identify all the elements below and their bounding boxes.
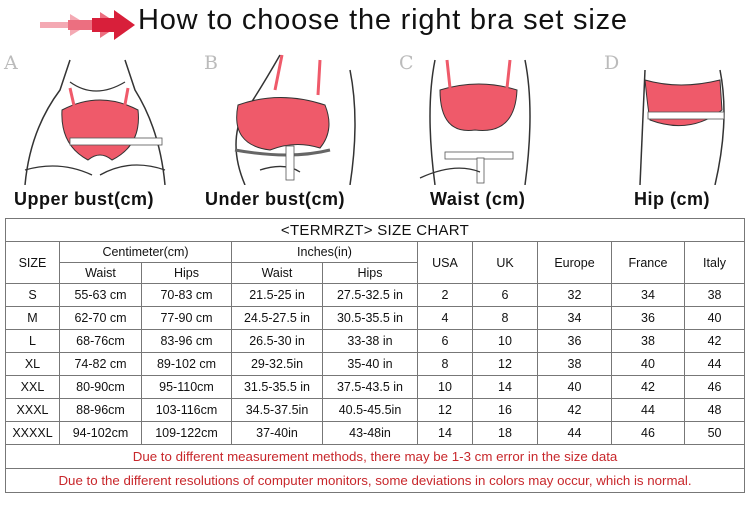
cell-waist-cm: 80-90cm [60, 376, 142, 399]
cell-usa: 4 [418, 307, 473, 330]
cell-italy: 42 [685, 330, 745, 353]
table-row [6, 422, 745, 445]
note-colors: Due to the different resolutions of computer monitors, some deviations in colors may occur, which is normal. [6, 469, 745, 493]
cell-france: 44 [612, 399, 685, 422]
cell-uk: 6 [473, 284, 538, 307]
cell-france: 34 [612, 284, 685, 307]
size-header: SIZE [6, 242, 60, 284]
cell-france: 40 [612, 353, 685, 376]
france-header: France [612, 242, 685, 284]
cell-hips-cm: 95-110cm [142, 376, 232, 399]
cell-hips-cm: 109-122cm [142, 422, 232, 445]
cell-france: 38 [612, 330, 685, 353]
cell-europe: 36 [538, 330, 612, 353]
cell-size: XXL [6, 376, 60, 399]
panel-letter-d: D [604, 52, 620, 74]
cell-uk: 16 [473, 399, 538, 422]
cell-waist-in: 29-32.5in [232, 353, 323, 376]
waist-illustration [395, 50, 560, 185]
cell-uk: 10 [473, 330, 538, 353]
cell-size: XL [6, 353, 60, 376]
italy-header: Italy [685, 242, 745, 284]
cell-hips-in: 35-40 in [323, 353, 418, 376]
cell-waist-in: 31.5-35.5 in [232, 376, 323, 399]
cell-hips-cm: 89-102 cm [142, 353, 232, 376]
cell-europe: 38 [538, 353, 612, 376]
cell-uk: 8 [473, 307, 538, 330]
cell-france: 42 [612, 376, 685, 399]
cell-waist-cm: 94-102cm [60, 422, 142, 445]
cell-hips-in: 27.5-32.5 in [323, 284, 418, 307]
table-row [6, 399, 745, 422]
cell-uk: 12 [473, 353, 538, 376]
cell-europe: 32 [538, 284, 612, 307]
cell-hips-in: 30.5-35.5 in [323, 307, 418, 330]
cell-usa: 14 [418, 422, 473, 445]
cell-europe: 34 [538, 307, 612, 330]
table-row [6, 376, 745, 399]
under-bust-label: Under bust(cm) [205, 189, 346, 209]
cell-size: M [6, 307, 60, 330]
cell-hips-cm: 77-90 cm [142, 307, 232, 330]
cell-waist-in: 21.5-25 in [232, 284, 323, 307]
cell-europe: 40 [538, 376, 612, 399]
table-row [6, 353, 745, 376]
cell-uk: 14 [473, 376, 538, 399]
panel-letter-a: A [4, 52, 18, 74]
table-row [6, 284, 745, 307]
cell-waist-in: 24.5-27.5 in [232, 307, 323, 330]
cell-europe: 44 [538, 422, 612, 445]
europe-header: Europe [538, 242, 612, 284]
header [0, 0, 750, 50]
inches-header: Inches(in) [232, 242, 418, 263]
cell-waist-cm: 88-96cm [60, 399, 142, 422]
cell-uk: 18 [473, 422, 538, 445]
page-title: How to choose the right bra set size [138, 4, 628, 36]
cell-italy: 38 [685, 284, 745, 307]
cell-size: L [6, 330, 60, 353]
cell-size: XXXXL [6, 422, 60, 445]
centimeter-header: Centimeter(cm) [60, 242, 232, 263]
cell-usa: 2 [418, 284, 473, 307]
cell-usa: 12 [418, 399, 473, 422]
panel-letter-b: B [204, 52, 218, 74]
usa-header: USA [418, 242, 473, 284]
cell-usa: 6 [418, 330, 473, 353]
cell-usa: 8 [418, 353, 473, 376]
waist-cm-header: Waist [60, 263, 142, 284]
chart-title: <TERMRZT> SIZE CHART [6, 219, 745, 242]
table-row [6, 330, 745, 353]
cell-waist-cm: 55-63 cm [60, 284, 142, 307]
cell-france: 36 [612, 307, 685, 330]
hip-illustration [600, 50, 740, 185]
cell-waist-in: 26.5-30 in [232, 330, 323, 353]
cell-waist-cm: 74-82 cm [60, 353, 142, 376]
cell-italy: 50 [685, 422, 745, 445]
cell-italy: 44 [685, 353, 745, 376]
table-row [6, 307, 745, 330]
double-arrow-icon [40, 10, 135, 40]
cell-waist-in: 34.5-37.5in [232, 399, 323, 422]
hip-label: Hip (cm) [634, 189, 710, 209]
upper-bust-label: Upper bust(cm) [14, 189, 155, 209]
cell-france: 46 [612, 422, 685, 445]
cell-hips-in: 37.5-43.5 in [323, 376, 418, 399]
cell-waist-cm: 68-76cm [60, 330, 142, 353]
panel-letter-c: C [399, 52, 414, 74]
waist-in-header: Waist [232, 263, 323, 284]
cell-waist-in: 37-40in [232, 422, 323, 445]
cell-hips-in: 40.5-45.5in [323, 399, 418, 422]
cell-hips-in: 33-38 in [323, 330, 418, 353]
cell-hips-cm: 83-96 cm [142, 330, 232, 353]
waist-label: Waist (cm) [430, 189, 526, 209]
cell-europe: 42 [538, 399, 612, 422]
cell-hips-cm: 70-83 cm [142, 284, 232, 307]
cell-hips-in: 43-48in [323, 422, 418, 445]
under-bust-illustration [200, 50, 385, 185]
cell-italy: 48 [685, 399, 745, 422]
upper-bust-illustration [0, 50, 185, 185]
cell-hips-cm: 103-116cm [142, 399, 232, 422]
cell-waist-cm: 62-70 cm [60, 307, 142, 330]
cell-italy: 40 [685, 307, 745, 330]
size-chart-table [5, 218, 745, 493]
hips-cm-header: Hips [142, 263, 232, 284]
cell-italy: 46 [685, 376, 745, 399]
note-measurement: Due to different measurement methods, there may be 1-3 cm error in the size data [6, 445, 745, 469]
cell-size: S [6, 284, 60, 307]
uk-header: UK [473, 242, 538, 284]
cell-usa: 10 [418, 376, 473, 399]
cell-size: XXXL [6, 399, 60, 422]
hips-in-header: Hips [323, 263, 418, 284]
